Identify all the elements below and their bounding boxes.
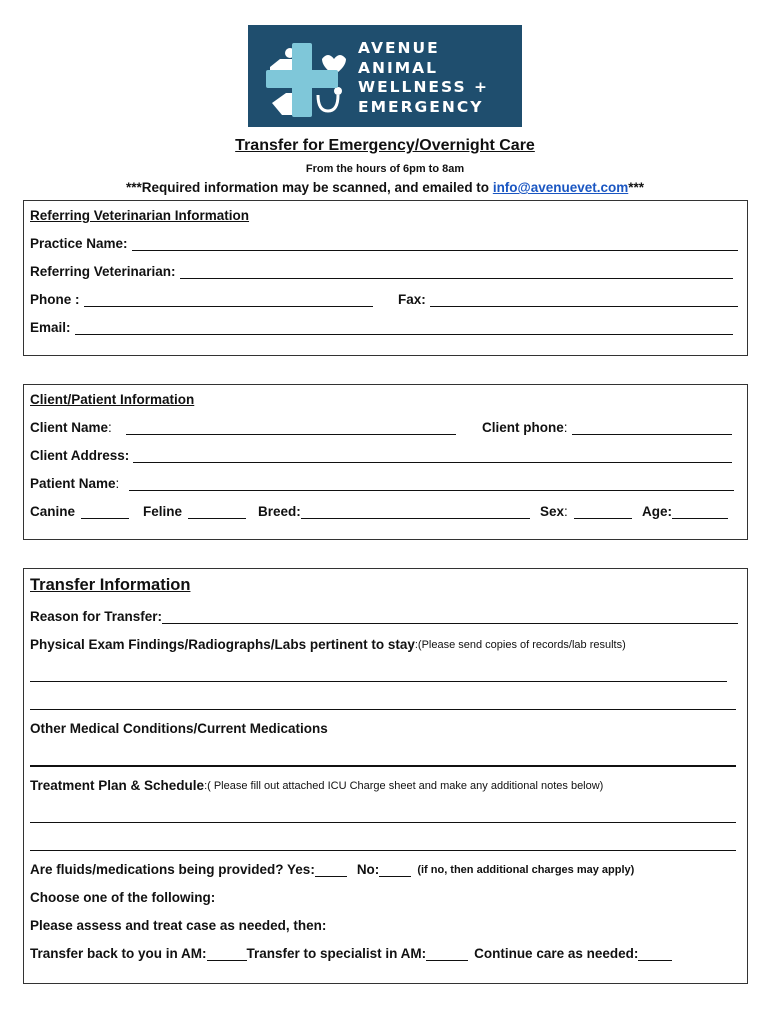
client-phone-field[interactable]: Client phone:: [482, 420, 734, 435]
referring-vet-field[interactable]: Referring Veterinarian:: [30, 264, 735, 279]
referring-heading: Referring Veterinarian Information: [30, 208, 250, 223]
breed-field[interactable]: Breed:: [258, 504, 532, 519]
age-field[interactable]: Age:: [642, 504, 728, 519]
required-note: ***Required information may be scanned, and emailed to info@avenuevet.com***: [125, 180, 645, 195]
hours-note: From the hours of 6pm to 8am: [305, 163, 465, 175]
sex-field[interactable]: Sex:: [540, 504, 632, 519]
phone-field[interactable]: Phone :: [30, 292, 375, 307]
email-field[interactable]: Email:: [30, 320, 735, 335]
client-heading: Client/Patient Information: [30, 392, 195, 407]
treatment-line-2[interactable]: [30, 850, 736, 851]
transfer-back-option: Transfer back to you in AM:: [30, 946, 207, 961]
other-conditions-label: Other Medical Conditions/Current Medications: [30, 721, 328, 736]
cat-icon: [272, 93, 294, 115]
fluids-question[interactable]: Are fluids/medications being provided? Yes: No: (if no, then additional charges may apply): [30, 862, 635, 877]
practice-name-field[interactable]: Practice Name:: [30, 236, 740, 251]
feline-field[interactable]: Feline: [143, 504, 246, 519]
canine-field[interactable]: Canine: [30, 504, 129, 519]
transfer-options[interactable]: [30, 946, 672, 961]
stethoscope-icon: [318, 95, 338, 111]
transfer-heading: Transfer Information: [30, 576, 191, 594]
fax-field[interactable]: Fax:: [398, 292, 740, 307]
treatment-line-1[interactable]: [30, 822, 736, 823]
continue-care-option: Continue care as needed:: [474, 946, 639, 961]
assess-label: Please assess and treat case as needed, then:: [30, 918, 327, 933]
page-title: Transfer for Emergency/Overnight Care: [235, 137, 535, 154]
treatment-plan-label: Treatment Plan & Schedule :( Please fill out attached ICU Charge sheet and make any additional notes below): [30, 778, 604, 793]
exam-line-2[interactable]: [30, 709, 736, 710]
client-address-field[interactable]: Client Address:: [30, 448, 734, 463]
exam-findings-label: Physical Exam Findings/Radiographs/Labs pertinent to stay :(Please send copies of records/lab results): [30, 637, 626, 652]
exam-line-1[interactable]: [30, 681, 727, 682]
patient-name-field[interactable]: Patient Name:: [30, 476, 736, 491]
clinic-logo: [248, 25, 522, 127]
choose-label: Choose one of the following:: [30, 890, 216, 905]
other-conditions-line[interactable]: [30, 765, 736, 767]
client-name-field[interactable]: Client Name:: [30, 420, 458, 435]
email-link[interactable]: info@avenuevet.com: [492, 180, 629, 195]
logo-wordmark: AVENUE ANIMAL WELLNESS + EMERGENCY: [358, 39, 490, 116]
transfer-specialist-option: Transfer to specialist in AM:: [246, 946, 427, 961]
reason-field[interactable]: Reason for Transfer:: [30, 609, 740, 624]
